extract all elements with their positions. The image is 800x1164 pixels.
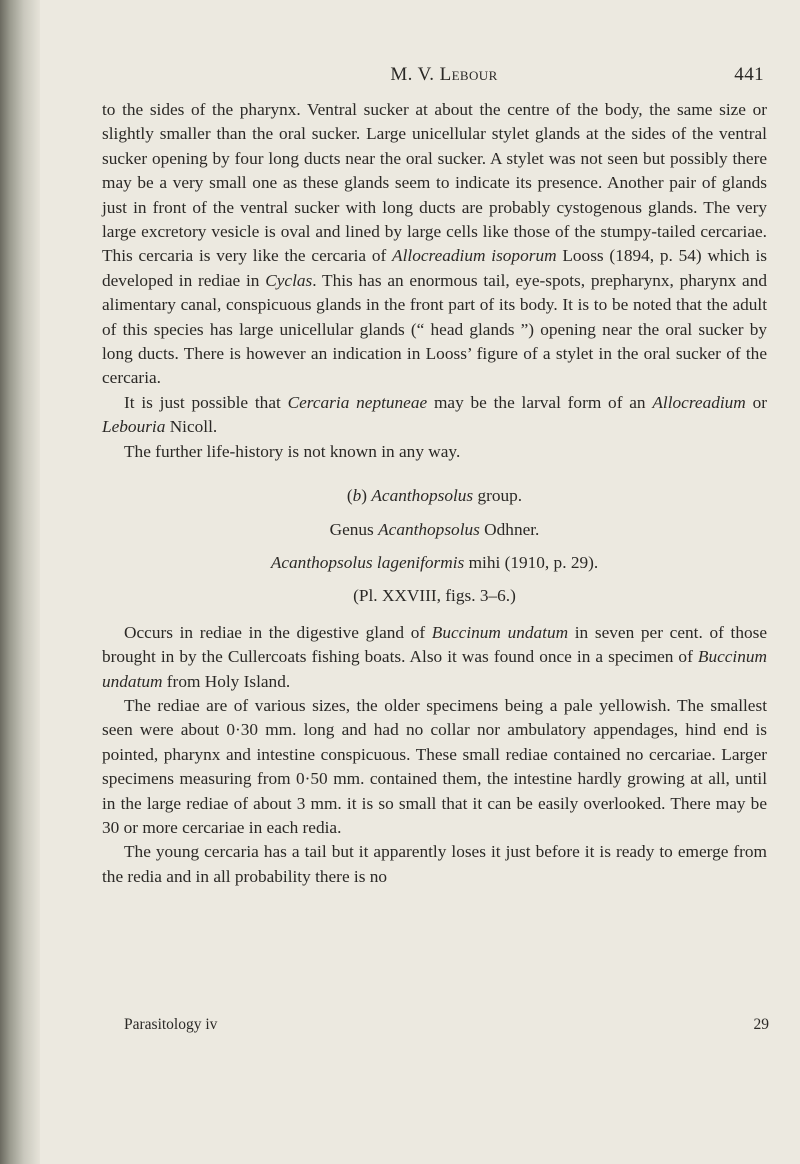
running-head <box>124 64 764 86</box>
text-run: in seven per cent. of those brought in by the Cullercoats fishing boats. Also it was found once in a specimen of <box>102 622 768 667</box>
italic-run: Buccinum undatum <box>102 647 767 691</box>
text-run: . This has an enormous tail, eye-spots, prepharynx, pharynx and alimentary canal, conspicuous glands in the front part of its body. It is to be noted that the adult of this species has large unicellular glands (“ head glands ”) opening near the oral sucker by long ducts. There is however an indication in Looss’ figure of a stylet in the oral sucker of the cercaria. <box>102 270 767 388</box>
italic-run: Acanthopsolus <box>378 519 480 539</box>
text-run: may be the larval form of an <box>427 392 653 412</box>
text-run: Looss (1894, p. 54) which is developed in rediae in <box>102 246 767 290</box>
text-run: to the sides of the pharynx. Ventral sucker at about the centre of the body, the same size or slightly smaller than the oral sucker. Large unicellular stylet glands at the sides of the ventral sucker opening by four long ducts near the oral sucker. A stylet was not seen but possibly there may be a very small one as these glands seem to indicate its presence. Another pair of glands just in front of the ventral sucker with long ducts are probably cystogenous glands. The very large excretory vesicle is oval and lined by large cells like those of the stumpy-tailed cercariae. This cercaria is very like the cercaria of <box>102 100 767 266</box>
italic-run: Lebouria <box>102 417 166 437</box>
text-run: The rediae are of various sizes, the older specimens being a pale yellowish. The smallest seen were about 0·30 mm. long and had no collar nor ambulatory appendages, hind end is pointed, pharynx and intestine conspicuous. These small rediae contained no cercariae. Larger specimens measuring from 0·50 mm. contained them, the intestine hardly growing at all, until in the large rediae of about 3 mm. it is so small that it can be easily overlooked. There may be 30 or more cercariae in each redia. <box>102 695 767 837</box>
text-run: It is just possible that <box>124 392 288 412</box>
paragraph-young-cercaria <box>102 840 767 889</box>
italic-run: b <box>352 486 362 506</box>
italic-run: Cyclas <box>265 270 313 290</box>
page-header <box>124 64 764 90</box>
text-run: group. <box>473 486 523 506</box>
author-surname: Lebour <box>439 64 498 85</box>
text-run: Occurs in rediae in the digestive gland of <box>124 622 432 642</box>
text-run: from Holy Island. <box>162 671 291 691</box>
text-run: Genus <box>329 519 379 539</box>
text-run: or <box>745 392 767 412</box>
paragraph-cercaria-description <box>102 98 767 391</box>
italic-run: Acanthopsolus lageniformis <box>270 552 465 572</box>
paragraph-larval-form <box>102 391 767 440</box>
italic-run: Allocreadium isoporum <box>392 246 557 266</box>
text-run: The further life-history is not known in any way. <box>124 441 461 461</box>
italic-run: Cercaria neptuneae <box>287 392 428 412</box>
text-run: (Pl. XXVIII, figs. 3–6.) <box>353 586 516 606</box>
text-run: The young cercaria has a tail but it apparently loses it just before it is ready to emerge from the redia and in all probability there is no <box>102 842 767 886</box>
signature-mark: 29 <box>753 1016 769 1033</box>
section-heading <box>102 484 767 508</box>
paragraph-occurrence <box>102 621 767 694</box>
plate-reference <box>102 584 767 608</box>
text-run: Nicoll. <box>165 417 218 437</box>
text-run: mihi (1910, p. 29). <box>464 552 599 572</box>
author-initials: M. V. <box>390 64 440 85</box>
italic-run: Buccinum undatum <box>431 622 569 642</box>
body-text <box>102 98 767 889</box>
paragraph-rediae <box>102 694 767 840</box>
text-run: Odhner. <box>479 519 540 539</box>
journal-name: Parasitology iv <box>124 1016 218 1033</box>
species-heading <box>102 551 767 575</box>
genus-heading <box>102 518 767 542</box>
italic-run: Acanthopsolus <box>371 486 474 506</box>
text-run: ) <box>361 486 372 506</box>
italic-run: Allocreadium <box>652 392 746 412</box>
text-run: ( <box>346 486 353 506</box>
paragraph-life-history <box>102 440 767 464</box>
page-number: 441 <box>734 64 764 85</box>
